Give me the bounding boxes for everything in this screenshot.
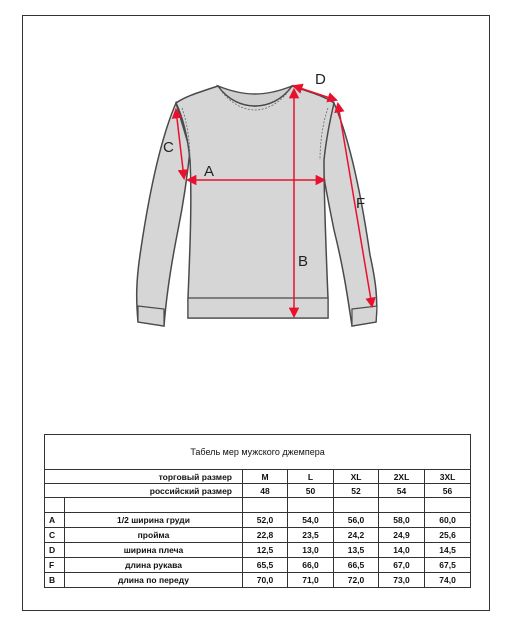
row-code: A — [45, 513, 65, 528]
label-a: A — [204, 163, 215, 180]
row-name: длина рукава — [65, 558, 243, 573]
header-value: 52 — [334, 484, 379, 498]
left-cuff — [138, 306, 164, 326]
row-value: 71,0 — [288, 573, 334, 588]
header-name: российский размер — [45, 484, 243, 498]
row-value: 24,9 — [379, 528, 425, 543]
row-value: 25,6 — [425, 528, 471, 543]
waistband — [188, 298, 328, 318]
row-name: длина по переду — [65, 573, 243, 588]
label-b: B — [298, 253, 309, 270]
row-value: 72,0 — [334, 573, 379, 588]
left-sleeve — [137, 103, 190, 326]
row-value: 67,5 — [425, 558, 471, 573]
label-d: D — [315, 71, 326, 88]
spacer-row — [45, 498, 471, 513]
right-cuff — [352, 306, 377, 326]
table-row — [45, 558, 471, 573]
table-row — [45, 513, 471, 528]
row-value: 24,2 — [334, 528, 379, 543]
row-name: ширина плеча — [65, 543, 243, 558]
row-value: 14,5 — [425, 543, 471, 558]
row-value: 56,0 — [334, 513, 379, 528]
table-row — [45, 573, 471, 588]
row-value: 14,0 — [379, 543, 425, 558]
label-c: C — [163, 139, 174, 156]
row-value: 13,0 — [288, 543, 334, 558]
row-value: 60,0 — [425, 513, 471, 528]
table-row — [45, 543, 471, 558]
row-value: 74,0 — [425, 573, 471, 588]
header-row-russian-size — [45, 484, 471, 498]
header-value: 54 — [379, 484, 425, 498]
sweater-body — [176, 86, 334, 318]
header-value: L — [288, 470, 334, 484]
row-value: 70,0 — [243, 573, 288, 588]
row-value: 67,0 — [379, 558, 425, 573]
row-value: 13,5 — [334, 543, 379, 558]
header-value: 2XL — [379, 470, 425, 484]
row-name: пройма — [65, 528, 243, 543]
row-code: F — [45, 558, 65, 573]
row-value: 65,5 — [243, 558, 288, 573]
row-code: C — [45, 528, 65, 543]
row-code: D — [45, 543, 65, 558]
row-value: 66,0 — [288, 558, 334, 573]
row-name: 1/2 ширина груди — [65, 513, 243, 528]
table-title: Табель мер мужского джемпера — [45, 435, 471, 470]
row-value: 12,5 — [243, 543, 288, 558]
header-value: M — [243, 470, 288, 484]
table-row — [45, 528, 471, 543]
header-value: 48 — [243, 484, 288, 498]
header-row-trade-size — [45, 470, 471, 484]
header-value: 56 — [425, 484, 471, 498]
row-value: 52,0 — [243, 513, 288, 528]
header-value: 3XL — [425, 470, 471, 484]
row-code: B — [45, 573, 65, 588]
label-f: F — [356, 195, 366, 212]
row-value: 73,0 — [379, 573, 425, 588]
row-value: 54,0 — [288, 513, 334, 528]
row-value: 58,0 — [379, 513, 425, 528]
row-value: 66,5 — [334, 558, 379, 573]
header-value: XL — [334, 470, 379, 484]
header-value: 50 — [288, 484, 334, 498]
size-table — [44, 434, 471, 588]
row-value: 23,5 — [288, 528, 334, 543]
row-value: 22,8 — [243, 528, 288, 543]
header-name: торговый размер — [45, 470, 243, 484]
